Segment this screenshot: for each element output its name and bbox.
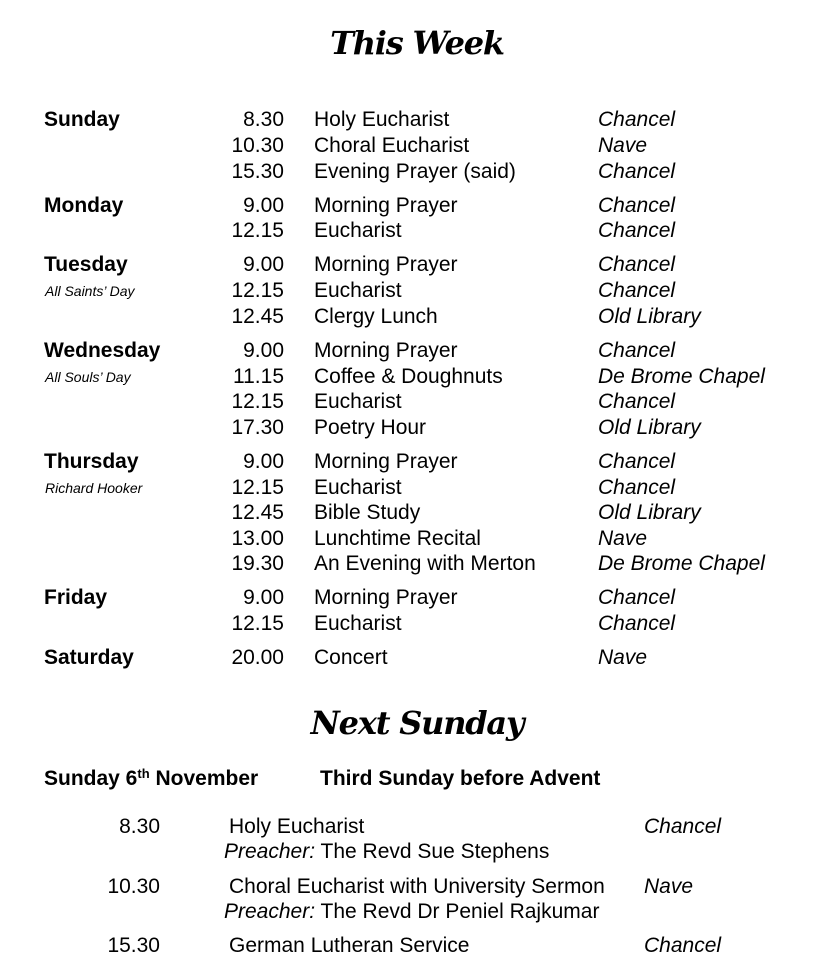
service-event: German Lutheran Service <box>229 934 470 957</box>
liturgical-day-name: Third Sunday before Advent <box>320 767 601 790</box>
service-location: Chancel <box>598 476 676 499</box>
preacher-label: Preacher: <box>224 900 316 923</box>
service-location: Chancel <box>598 194 676 217</box>
service-event: Bible Study <box>314 501 421 524</box>
day-label: Sunday <box>44 108 120 131</box>
schedule-row <box>0 304 834 330</box>
service-time: 19.30 <box>231 552 284 575</box>
next-sunday-title: Next Sunday <box>310 704 524 742</box>
schedule-row <box>0 449 834 475</box>
schedule-row <box>0 500 834 526</box>
preacher-name: The Revd Dr Peniel Rajkumar <box>315 900 600 923</box>
service-time: 9.00 <box>243 450 284 473</box>
service-time: 11.15 <box>233 365 284 388</box>
service-time: 20.00 <box>231 646 284 669</box>
schedule-row <box>0 415 834 441</box>
service-location: De Brome Chapel <box>598 552 765 575</box>
service-location: Chancel <box>598 450 676 473</box>
service-location: Chancel <box>598 253 676 276</box>
schedule-row <box>0 585 834 611</box>
service-location: Chancel <box>598 390 676 413</box>
service-time: 10.30 <box>107 875 160 898</box>
schedule-row <box>0 218 834 244</box>
schedule-row <box>0 159 834 185</box>
service-location: Old Library <box>598 305 701 328</box>
service-time: 9.00 <box>243 194 284 217</box>
service-event: Clergy Lunch <box>314 305 438 328</box>
service-event: Morning Prayer <box>314 339 458 362</box>
service-time: 12.45 <box>231 501 284 524</box>
service-event: Concert <box>314 646 388 669</box>
service-event: Evening Prayer (said) <box>314 160 516 183</box>
schedule-row <box>0 526 834 552</box>
date-month: November <box>149 767 259 790</box>
service-event: Holy Eucharist <box>314 108 450 131</box>
service-location: Nave <box>644 875 694 898</box>
service-location: Nave <box>598 134 648 157</box>
schedule-row <box>0 107 834 133</box>
service-event: Poetry Hour <box>314 416 427 439</box>
schedule-row <box>0 611 834 637</box>
service-location: Chancel <box>644 934 722 957</box>
service-time: 9.00 <box>243 586 284 609</box>
service-time: 12.15 <box>231 612 284 635</box>
this-week-title: This Week <box>330 24 504 62</box>
day-label: Monday <box>44 194 124 217</box>
service-time: 12.15 <box>231 279 284 302</box>
schedule-row <box>0 133 834 159</box>
service-event: Morning Prayer <box>314 450 458 473</box>
service-time: 12.15 <box>231 219 284 242</box>
service-location: Chancel <box>598 339 676 362</box>
date-ordinal: th <box>137 766 150 781</box>
schedule-row <box>0 551 834 577</box>
service-location: Chancel <box>598 108 676 131</box>
service-event: Lunchtime Recital <box>314 527 481 550</box>
service-time: 17.30 <box>231 416 284 439</box>
service-event: Eucharist <box>314 219 402 242</box>
service-time: 12.15 <box>231 476 284 499</box>
schedule-row <box>0 645 834 671</box>
feast-note: All Saints’ Day <box>45 283 135 299</box>
service-location: Nave <box>598 646 648 669</box>
feast-note: All Souls’ Day <box>45 369 131 385</box>
service-event: Eucharist <box>314 279 402 302</box>
day-label: Tuesday <box>44 253 128 276</box>
service-time: 8.30 <box>243 108 284 131</box>
service-location: Old Library <box>598 501 701 524</box>
service-event: Holy Eucharist <box>229 815 365 838</box>
service-time: 9.00 <box>243 253 284 276</box>
service-event: An Evening with Merton <box>314 552 536 575</box>
service-location: Chancel <box>644 815 722 838</box>
service-time: 9.00 <box>243 339 284 362</box>
service-time: 13.00 <box>231 527 284 550</box>
service-location: Chancel <box>598 612 676 635</box>
schedule-row <box>0 193 834 219</box>
day-label: Friday <box>44 586 108 609</box>
service-event: Eucharist <box>314 390 402 413</box>
service-event: Morning Prayer <box>314 586 458 609</box>
service-location: De Brome Chapel <box>598 365 765 388</box>
service-location: Chancel <box>598 160 676 183</box>
service-time: 15.30 <box>107 934 160 957</box>
service-event: Choral Eucharist with University Sermon <box>229 875 605 898</box>
service-time: 12.45 <box>231 305 284 328</box>
day-label: Saturday <box>44 646 134 669</box>
next-sunday-date <box>44 767 258 791</box>
schedule-row <box>0 252 834 278</box>
schedule-row <box>0 364 834 390</box>
service-time: 10.30 <box>231 134 284 157</box>
service-event: Morning Prayer <box>314 253 458 276</box>
preacher-name: The Revd Sue Stephens <box>315 840 550 863</box>
service-location: Old Library <box>598 416 701 439</box>
feast-note: Richard Hooker <box>45 480 143 496</box>
service-time: 12.15 <box>231 390 284 413</box>
service-location: Nave <box>598 527 648 550</box>
service-location: Chancel <box>598 219 676 242</box>
service-time: 8.30 <box>119 815 160 838</box>
schedule-row <box>0 475 834 501</box>
date-prefix: Sunday 6 <box>44 767 138 790</box>
service-event: Coffee & Doughnuts <box>314 365 503 388</box>
service-event: Eucharist <box>314 476 402 499</box>
day-label: Wednesday <box>44 339 161 362</box>
service-location: Chancel <box>598 279 676 302</box>
schedule-row <box>0 338 834 364</box>
service-event: Choral Eucharist <box>314 134 470 157</box>
service-location: Chancel <box>598 586 676 609</box>
day-label: Thursday <box>44 450 139 473</box>
service-time: 15.30 <box>231 160 284 183</box>
schedule-row <box>0 278 834 304</box>
service-event: Morning Prayer <box>314 194 458 217</box>
service-event: Eucharist <box>314 612 402 635</box>
schedule-row <box>0 389 834 415</box>
preacher-label: Preacher: <box>224 840 316 863</box>
